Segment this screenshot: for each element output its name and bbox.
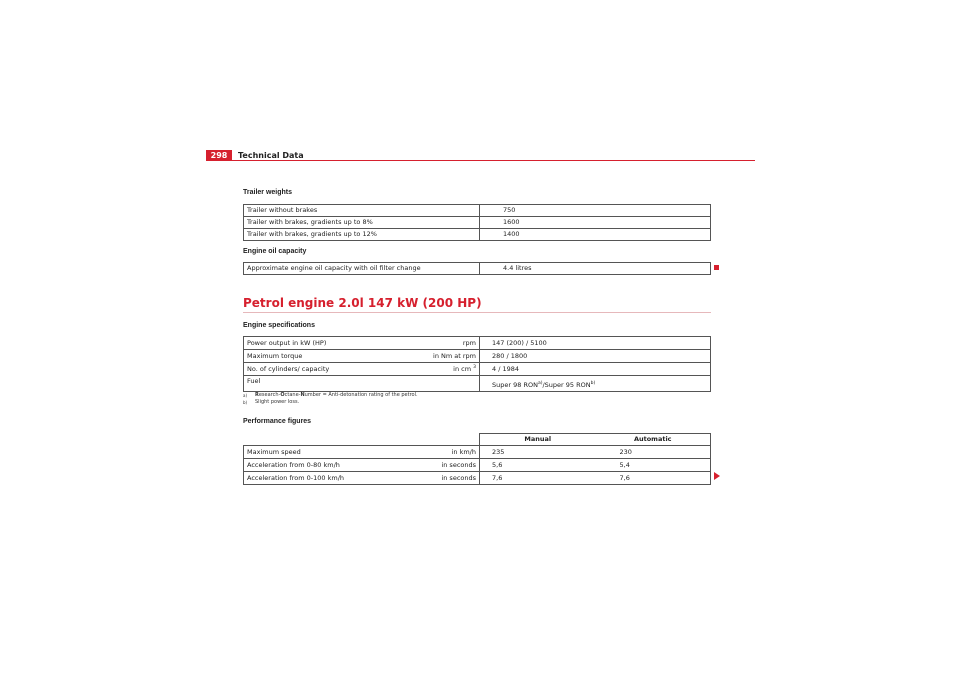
row-value: 1600 <box>480 217 711 229</box>
next-page-arrow-icon <box>714 472 720 480</box>
header-empty <box>244 434 480 446</box>
column-header-automatic: Automatic <box>596 434 711 446</box>
table-row <box>244 217 711 229</box>
unit-text: rpm <box>462 338 476 347</box>
table-row <box>244 459 711 472</box>
table-row <box>244 472 711 485</box>
header-title: Technical Data <box>238 151 304 160</box>
automatic-value: 5,4 <box>596 459 711 472</box>
unit-text: in cm $^3$ <box>453 364 476 373</box>
row-label: Acceleration from 0-80 km/h in seconds <box>244 459 480 472</box>
manual-value: 5,6 <box>480 459 596 472</box>
section-title: Petrol engine 2.0l 147 kW (200 HP) <box>243 296 482 310</box>
oil-table <box>243 262 711 275</box>
header-rule <box>232 160 755 161</box>
row-value: 147 (200) / 5100 <box>480 337 711 350</box>
row-label: Trailer with brakes, gradients up to 8% <box>244 217 480 229</box>
trailer-table <box>243 204 711 241</box>
table-row <box>244 363 711 376</box>
label-text: Power output in kW (HP) <box>247 338 327 347</box>
row-label: Trailer with brakes, gradients up to 12% <box>244 229 480 241</box>
table-header-row <box>244 434 711 446</box>
manual-value: 7,6 <box>480 472 596 485</box>
performance-heading: Performance figures <box>243 418 312 425</box>
section-rule <box>243 312 711 313</box>
unit-text: in Nm at rpm <box>433 351 476 360</box>
performance-table <box>243 433 711 485</box>
column-header-manual: Manual <box>480 434 596 446</box>
row-value: 1400 <box>480 229 711 241</box>
manual-value: 235 <box>480 446 596 459</box>
row-value: 4 / 1984 <box>480 363 711 376</box>
row-label: Approximate engine oil capacity with oil filter change <box>244 263 480 275</box>
table-row <box>244 229 711 241</box>
row-value: 4.4 litres <box>480 263 711 275</box>
label-text: Maximum torque <box>247 351 303 360</box>
automatic-value: 7,6 <box>596 472 711 485</box>
table-row <box>244 350 711 363</box>
engine-heading: Engine specifications <box>243 322 315 329</box>
oil-heading: Engine oil capacity <box>243 248 307 255</box>
page-number: 298 <box>206 150 232 161</box>
row-value: 280 / 1800 <box>480 350 711 363</box>
row-label: Fuel <box>244 376 480 392</box>
row-value: Super 98 RON$^{a)}$/Super 95 RON$^{b)}$ <box>480 376 711 392</box>
section-end-marker <box>714 265 719 270</box>
row-label <box>244 337 480 350</box>
table-row <box>244 376 711 392</box>
table-row <box>244 263 711 275</box>
label-text: No. of cylinders/ capacity <box>247 364 330 373</box>
trailer-heading: Trailer weights <box>243 189 293 196</box>
footnote: b) Slight power loss. <box>243 399 300 405</box>
engine-table <box>243 336 711 392</box>
automatic-value: 230 <box>596 446 711 459</box>
footnotes <box>243 392 418 406</box>
row-label <box>244 363 480 376</box>
table-row <box>244 446 711 459</box>
row-label: Maximum speed in km/h <box>244 446 480 459</box>
table-row <box>244 205 711 217</box>
row-label: Acceleration from 0-100 km/h in seconds <box>244 472 480 485</box>
row-value: 750 <box>480 205 711 217</box>
footnote: a) Research-Octane-Number = Anti-detonation rating of the petrol. <box>243 392 418 398</box>
table-row <box>244 337 711 350</box>
row-label: Trailer without brakes <box>244 205 480 217</box>
row-label <box>244 350 480 363</box>
